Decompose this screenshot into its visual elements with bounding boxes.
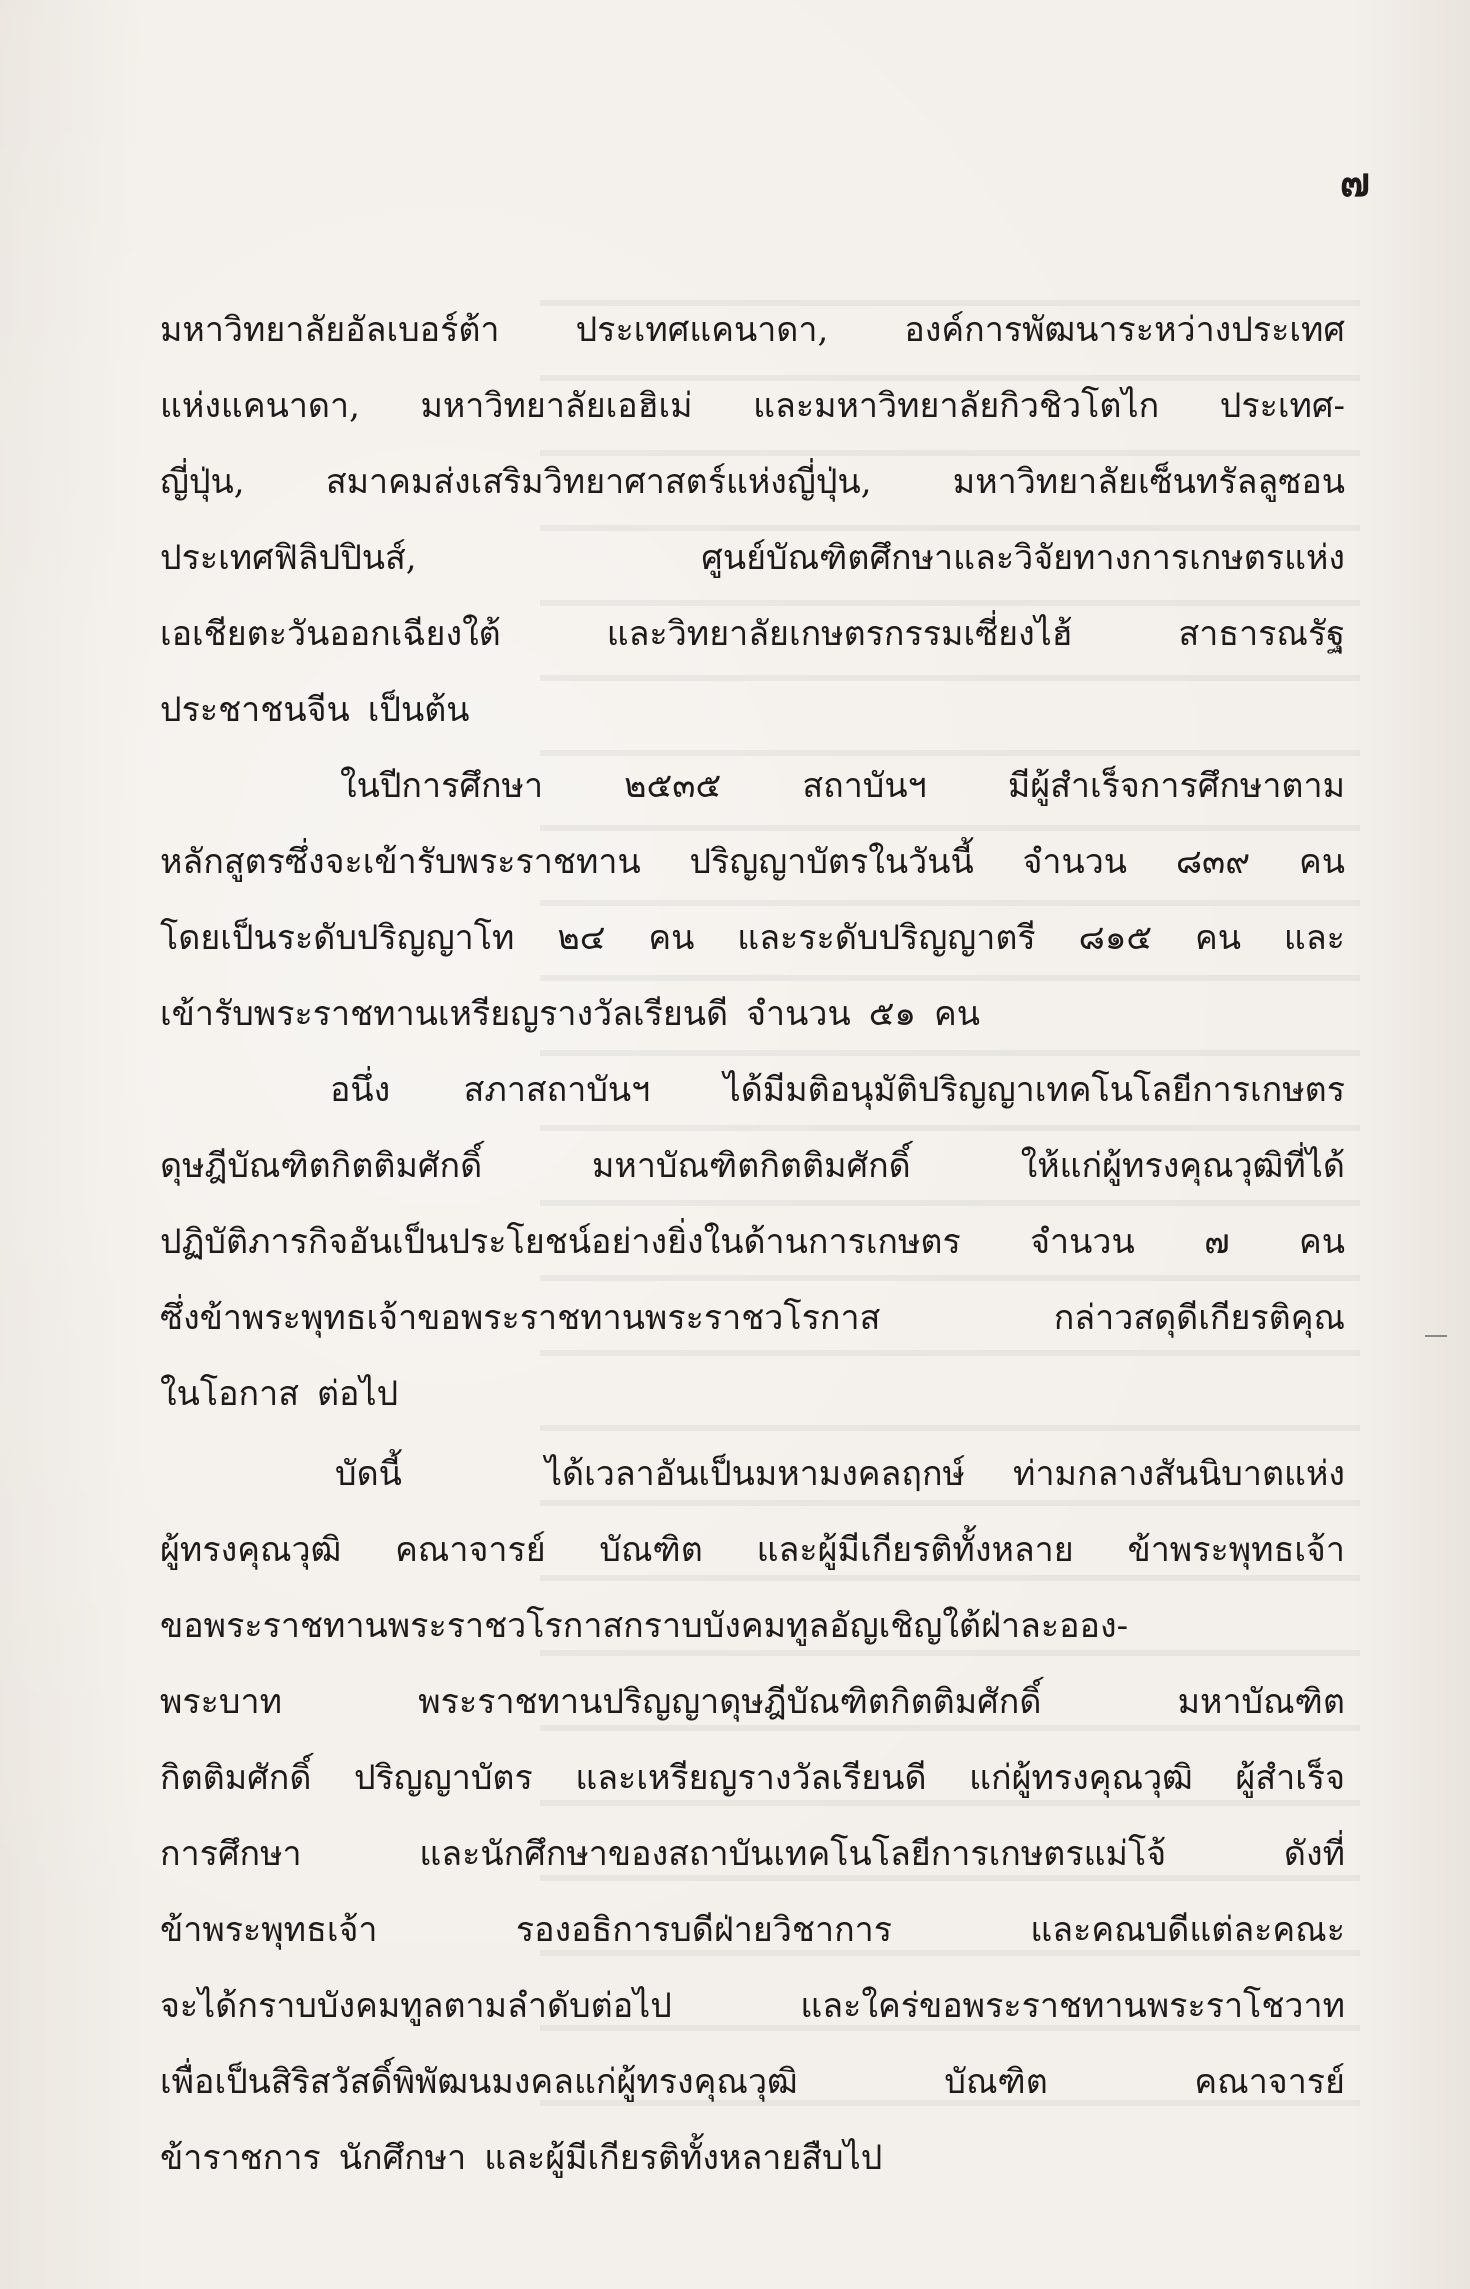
body-text	[160, 292, 1345, 2196]
text-word: ๗	[1204, 1222, 1230, 1262]
text-word: กิตติมศักดิ์	[160, 1758, 312, 1798]
text-line	[160, 1740, 1345, 1816]
text-line	[160, 1588, 1345, 1664]
text-word: ญี่ปุ่น,	[160, 462, 245, 502]
text-word: มหาบัณฑิตกิตติมศักดิ์	[592, 1146, 911, 1186]
text-line	[160, 1436, 1345, 1512]
text-word: ในโอกาส	[160, 1374, 299, 1414]
text-word: ให้แก่ผู้ทรงคุณวุฒิที่ได้	[1020, 1146, 1345, 1186]
text-line	[160, 1664, 1345, 1740]
text-word: สภาสถาบันฯ	[463, 1070, 651, 1110]
text-line	[160, 976, 1345, 1052]
text-word: กล่าวสดุดีเกียรติคุณ	[1053, 1298, 1345, 1338]
text-word: จำนวน	[1022, 842, 1128, 882]
text-line	[160, 824, 1345, 900]
text-word: คณาจารย์	[1194, 2062, 1345, 2102]
margin-mark	[1425, 1335, 1447, 1337]
text-word: อนึ่ง	[330, 1070, 391, 1110]
text-word: ปริญญาบัตร	[353, 1758, 533, 1798]
text-line	[160, 292, 1345, 368]
text-word: ศูนย์บัณฑิตศึกษาและวิจัยทางการเกษตรแห่ง	[701, 538, 1345, 578]
text-line	[160, 1816, 1345, 1892]
text-line	[160, 2120, 1345, 2196]
text-word: ประเทศแคนาดา,	[575, 310, 829, 350]
text-line	[160, 1356, 1345, 1432]
text-word: มหาบัณฑิต	[1177, 1682, 1345, 1722]
text-word: เป็นต้น	[367, 690, 470, 730]
text-word: ปริญญาบัตรในวันนี้	[689, 842, 974, 882]
text-word: ประชาชนจีน	[160, 690, 350, 730]
text-word: และผู้มีเกียรติทั้งหลายสืบไป	[484, 2138, 883, 2178]
text-word: ในปีการศึกษา	[340, 766, 544, 806]
text-line	[160, 1052, 1345, 1128]
text-word: นักศึกษา	[338, 2138, 467, 2178]
text-word: หลักสูตรซึ่งจะเข้ารับพระราชทาน	[160, 842, 641, 882]
text-word: คน	[934, 994, 981, 1034]
text-line	[160, 1204, 1345, 1280]
text-line	[160, 1892, 1345, 1968]
text-word: เอเชียตะวันออกเฉียงใต้	[160, 614, 501, 654]
text-word: คน	[1298, 1222, 1345, 1262]
text-word: และวิทยาลัยเกษตรกรรมเซี่ยงไฮ้	[606, 614, 1073, 654]
text-word: คณาจารย์	[395, 1530, 546, 1570]
text-word: คน	[1195, 918, 1242, 958]
text-word: มหาวิทยาลัยเซ็นทรัลลูซอน	[952, 462, 1345, 502]
text-word: ๒๕๓๕	[624, 766, 722, 806]
text-word: ข้าพระพุทธเจ้า	[1127, 1530, 1345, 1570]
text-word: คน	[648, 918, 695, 958]
text-word: ประเทศฟิลิปปินส์,	[160, 538, 417, 578]
text-word: ท่ามกลางสันนิบาตแห่ง	[1013, 1454, 1345, 1494]
text-word: การศึกษา	[160, 1834, 302, 1874]
text-line	[160, 368, 1345, 444]
text-word: ๘๓๙	[1175, 842, 1251, 882]
text-word: ๕๑	[868, 994, 917, 1034]
text-word: มีผู้สำเร็จการศึกษาตาม	[1007, 766, 1345, 806]
text-word: ดังที่	[1283, 1834, 1345, 1874]
text-word: จะได้กราบบังคมทูลตามลำดับต่อไป	[160, 1986, 672, 2026]
text-line	[160, 2044, 1345, 2120]
text-line	[160, 520, 1345, 596]
text-word: คน	[1298, 842, 1345, 882]
text-word: มหาวิทยาลัยอัลเบอร์ต้า	[160, 310, 500, 350]
text-word: ผู้สำเร็จ	[1235, 1758, 1345, 1798]
text-word: และคณบดีแต่ละคณะ	[1030, 1910, 1345, 1950]
text-word: และ	[1283, 918, 1345, 958]
text-line	[160, 1968, 1345, 2044]
text-line	[160, 444, 1345, 520]
text-word: บัดนี้	[335, 1454, 402, 1494]
text-word: สถาบันฯ	[802, 766, 927, 806]
text-word: และมหาวิทยาลัยกิวชิวโตไก	[753, 386, 1160, 426]
text-word: สาธารณรัฐ	[1178, 614, 1345, 654]
text-word: และผู้มีเกียรติทั้งหลาย	[756, 1530, 1074, 1570]
text-word: ประเทศ-	[1219, 386, 1345, 426]
text-word: และนักศึกษาของสถาบันเทคโนโลยีการเกษตรแม่โจ้	[419, 1834, 1167, 1874]
text-word: พระบาท	[160, 1682, 283, 1722]
text-line	[160, 1512, 1345, 1588]
text-word: โดยเป็นระดับปริญญาโท	[160, 918, 515, 958]
text-word: ต่อไป	[316, 1374, 399, 1414]
text-line	[160, 596, 1345, 672]
text-word: องค์การพัฒนาระหว่างประเทศ	[904, 310, 1345, 350]
text-word: และเหรียญรางวัลเรียนดี	[575, 1758, 927, 1798]
text-word: พระราชทานปริญญาดุษฎีบัณฑิตกิตติมศักดิ์	[418, 1682, 1042, 1722]
text-word: มหาวิทยาลัยเอฮิเม่	[420, 386, 693, 426]
text-word: แห่งแคนาดา,	[160, 386, 360, 426]
text-word: และระดับปริญญาตรี	[737, 918, 1036, 958]
text-word: จำนวน	[1030, 1222, 1135, 1262]
text-word: ซึ่งข้าพระพุทธเจ้าขอพระราชทานพระราชวโรกาส	[160, 1298, 881, 1338]
text-word: ข้าพระพุทธเจ้า	[160, 1910, 378, 1950]
text-line	[160, 1280, 1345, 1356]
text-line	[160, 1128, 1345, 1204]
text-word: ๒๔	[557, 918, 606, 958]
text-word: ข้าราชการ	[160, 2138, 321, 2178]
page-number: ๗	[1339, 159, 1370, 206]
text-word: ปฏิบัติภารกิจอันเป็นประโยชน์อย่างยิ่งในด้านการเกษตร	[160, 1222, 961, 1262]
text-word: ได้เวลาอันเป็นมหามงคลฤกษ์	[544, 1454, 965, 1494]
text-word: ขอพระราชทานพระราชวโรกาสกราบบังคมทูลอัญเชิญใต้ฝ่าละออง-	[160, 1606, 1129, 1646]
text-word: บัณฑิต	[944, 2062, 1048, 2102]
text-word: และใคร่ขอพระราชทานพระราโชวาท	[800, 1986, 1345, 2026]
text-word: บัณฑิต	[599, 1530, 703, 1570]
text-line	[160, 672, 1345, 748]
text-line	[160, 900, 1345, 976]
text-word: ๘๑๕	[1078, 918, 1153, 958]
text-word: ผู้ทรงคุณวุฒิ	[160, 1530, 342, 1570]
text-word: แก่ผู้ทรงคุณวุฒิ	[969, 1758, 1193, 1798]
text-word: เข้ารับพระราชทานเหรียญรางวัลเรียนดี	[160, 994, 729, 1034]
text-word: สมาคมส่งเสริมวิทยาศาสตร์แห่งญี่ปุ่น,	[325, 462, 872, 502]
text-word: เพื่อเป็นสิริสวัสดิ์พิพัฒนมงคลแก่ผู้ทรงคุณวุฒิ	[160, 2062, 798, 2102]
text-word: ดุษฎีบัณฑิตกิตติมศักดิ์	[160, 1146, 483, 1186]
text-word: จำนวน	[746, 994, 851, 1034]
text-word: ได้มีมติอนุมัติปริญญาเทคโนโลยีการเกษตร	[723, 1070, 1345, 1110]
text-line	[160, 748, 1345, 824]
text-word: รองอธิการบดีฝ่ายวิชาการ	[515, 1910, 893, 1950]
